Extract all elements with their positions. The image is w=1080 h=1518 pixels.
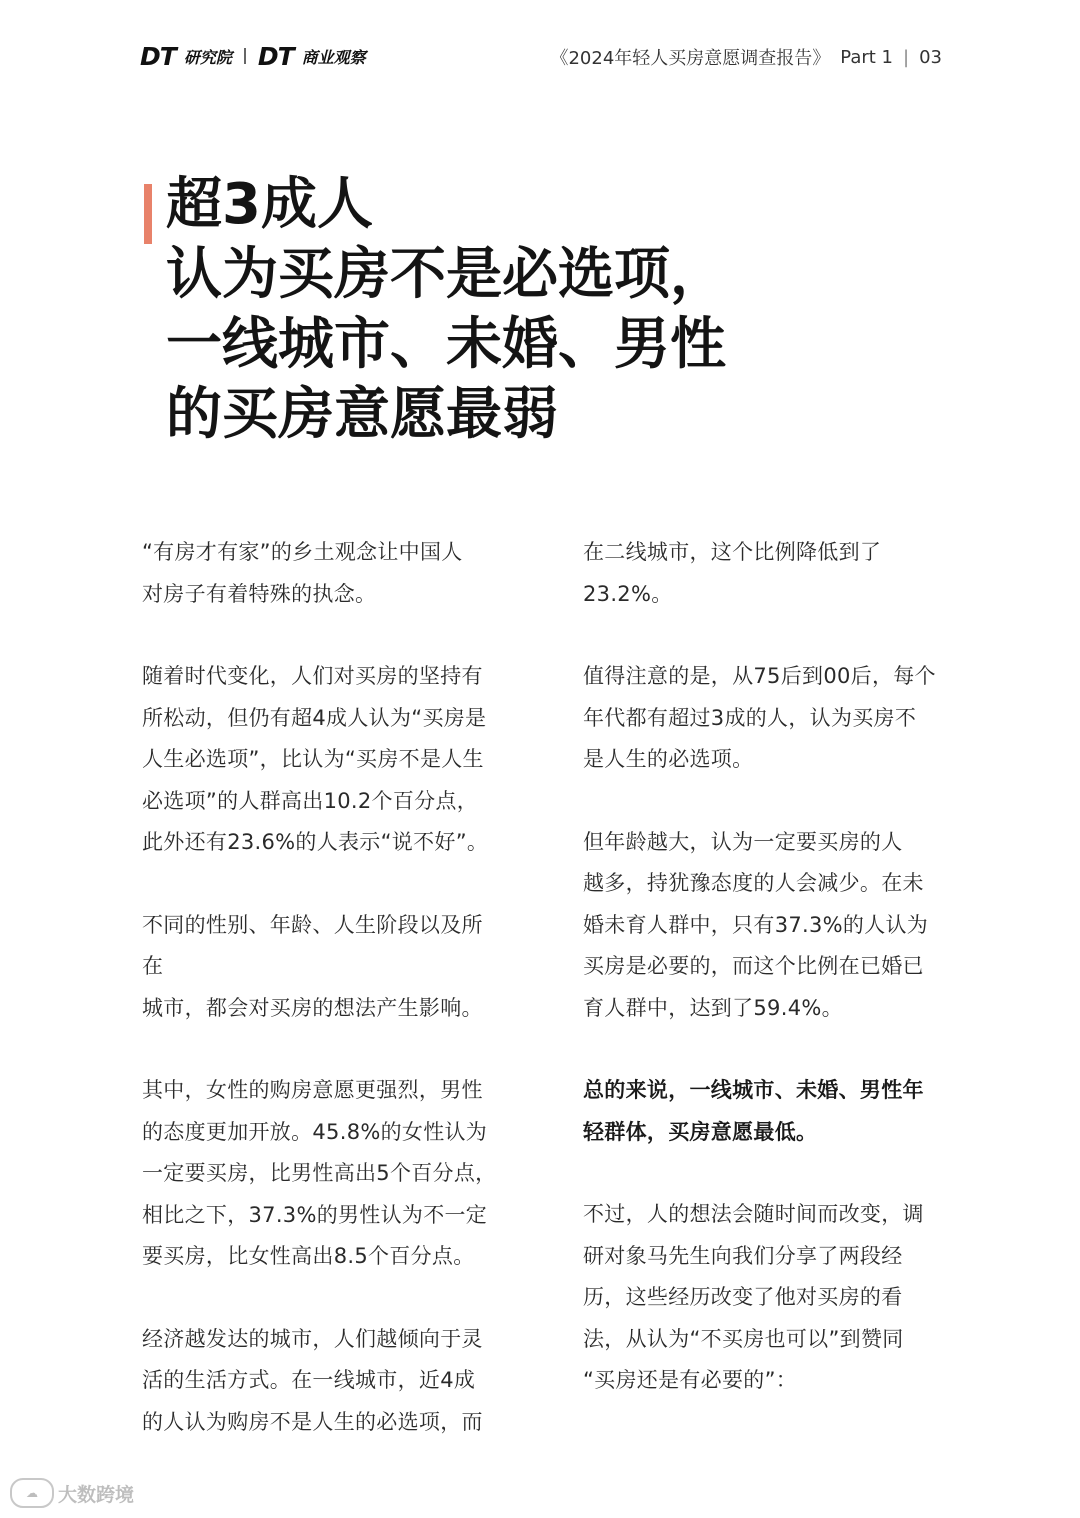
brand-business-label: 商业观察 (301, 47, 366, 67)
title-line: 的买房意愿最弱 (166, 382, 558, 447)
watermark (10, 1478, 134, 1508)
brand-logo (140, 40, 366, 72)
page-header (0, 0, 1080, 110)
title-line: 认为买房不是必选项， (166, 242, 726, 307)
brand-dt-mark-secondary: DT (257, 41, 294, 71)
left-text-column (142, 532, 502, 1484)
meta-separator: | (903, 46, 910, 68)
title-accent-bar (144, 184, 152, 244)
brand-divider (244, 48, 246, 64)
title-line: 超3成人 (166, 172, 373, 237)
watermark-text: 大数跨境 (58, 1483, 135, 1506)
page-number: 03 (919, 46, 942, 68)
body-paragraph: 经济越发达的城市，人们越倾向于灵 活的生活方式。在一线城市，近4成 的人认为购房不是人生的必选项，而 (142, 1326, 483, 1434)
cloud-logo-icon: ☁ (10, 1478, 54, 1508)
part-label: Part 1 (840, 46, 894, 68)
body-paragraph: 其中，女性的购房意愿更强烈，男性 的态度更加开放。45.8%的女性认为 一定要买房，比男性高出5个百分点， 相比之下，37.3%的男性认为不一定 要买房，比女性高出8.5个百分点。 (142, 1078, 497, 1268)
report-title: 《2024年轻人买房意愿调查报告》 (550, 48, 831, 69)
brand-research-label: 研究院 (183, 47, 232, 67)
body-paragraph: 在二线城市，这个比例降低到了 23.2%。 (583, 540, 882, 606)
right-text-column (583, 532, 943, 1443)
body-paragraph: 不过，人的想法会随时间而改变，调 研对象马先生向我们分享了两段经 历，这些经历改变了他对买房的看 法，从认为“不买房也可以”到赞同 “买房还是有必要的”： (583, 1202, 924, 1392)
body-paragraph: “有房才有家”的乡土观念让中国人 对房子有着特殊的执念。 (142, 540, 463, 606)
body-paragraph: 但年龄越大，认为一定要买房的人 越多，持犹豫态度的人会减少。在未 婚未育人群中，只有37.3%的人认为 买房是必要的，而这个比例在已婚已 育人群中，达到了59.4%。 (583, 829, 929, 1020)
brand-dt-mark: DT (140, 41, 176, 71)
summary-paragraph: 总的来说，一线城市、未婚、男性年 轻群体，买房意愿最低。 (583, 1078, 924, 1144)
body-paragraph: 随着时代变化，人们对买房的坚持有 所松动，但仍有超4成人认为“买房是 人生必选项”，比认为“买房不是人生 必选项”的人群高出10.2个百分点， 此外还有23.6%的人表示“说不好”。 (142, 664, 489, 854)
report-meta (550, 44, 942, 70)
title-line: 一线城市、未婚、男性 (166, 312, 726, 377)
body-paragraph: 值得注意的是，从75后到00后，每个 年代都有超过3成的人，认为买房不 是人生的必选项。 (583, 664, 936, 771)
body-paragraph: 不同的性别、年龄、人生阶段以及所在 城市，都会对买房的想法产生影响。 (142, 912, 483, 1020)
